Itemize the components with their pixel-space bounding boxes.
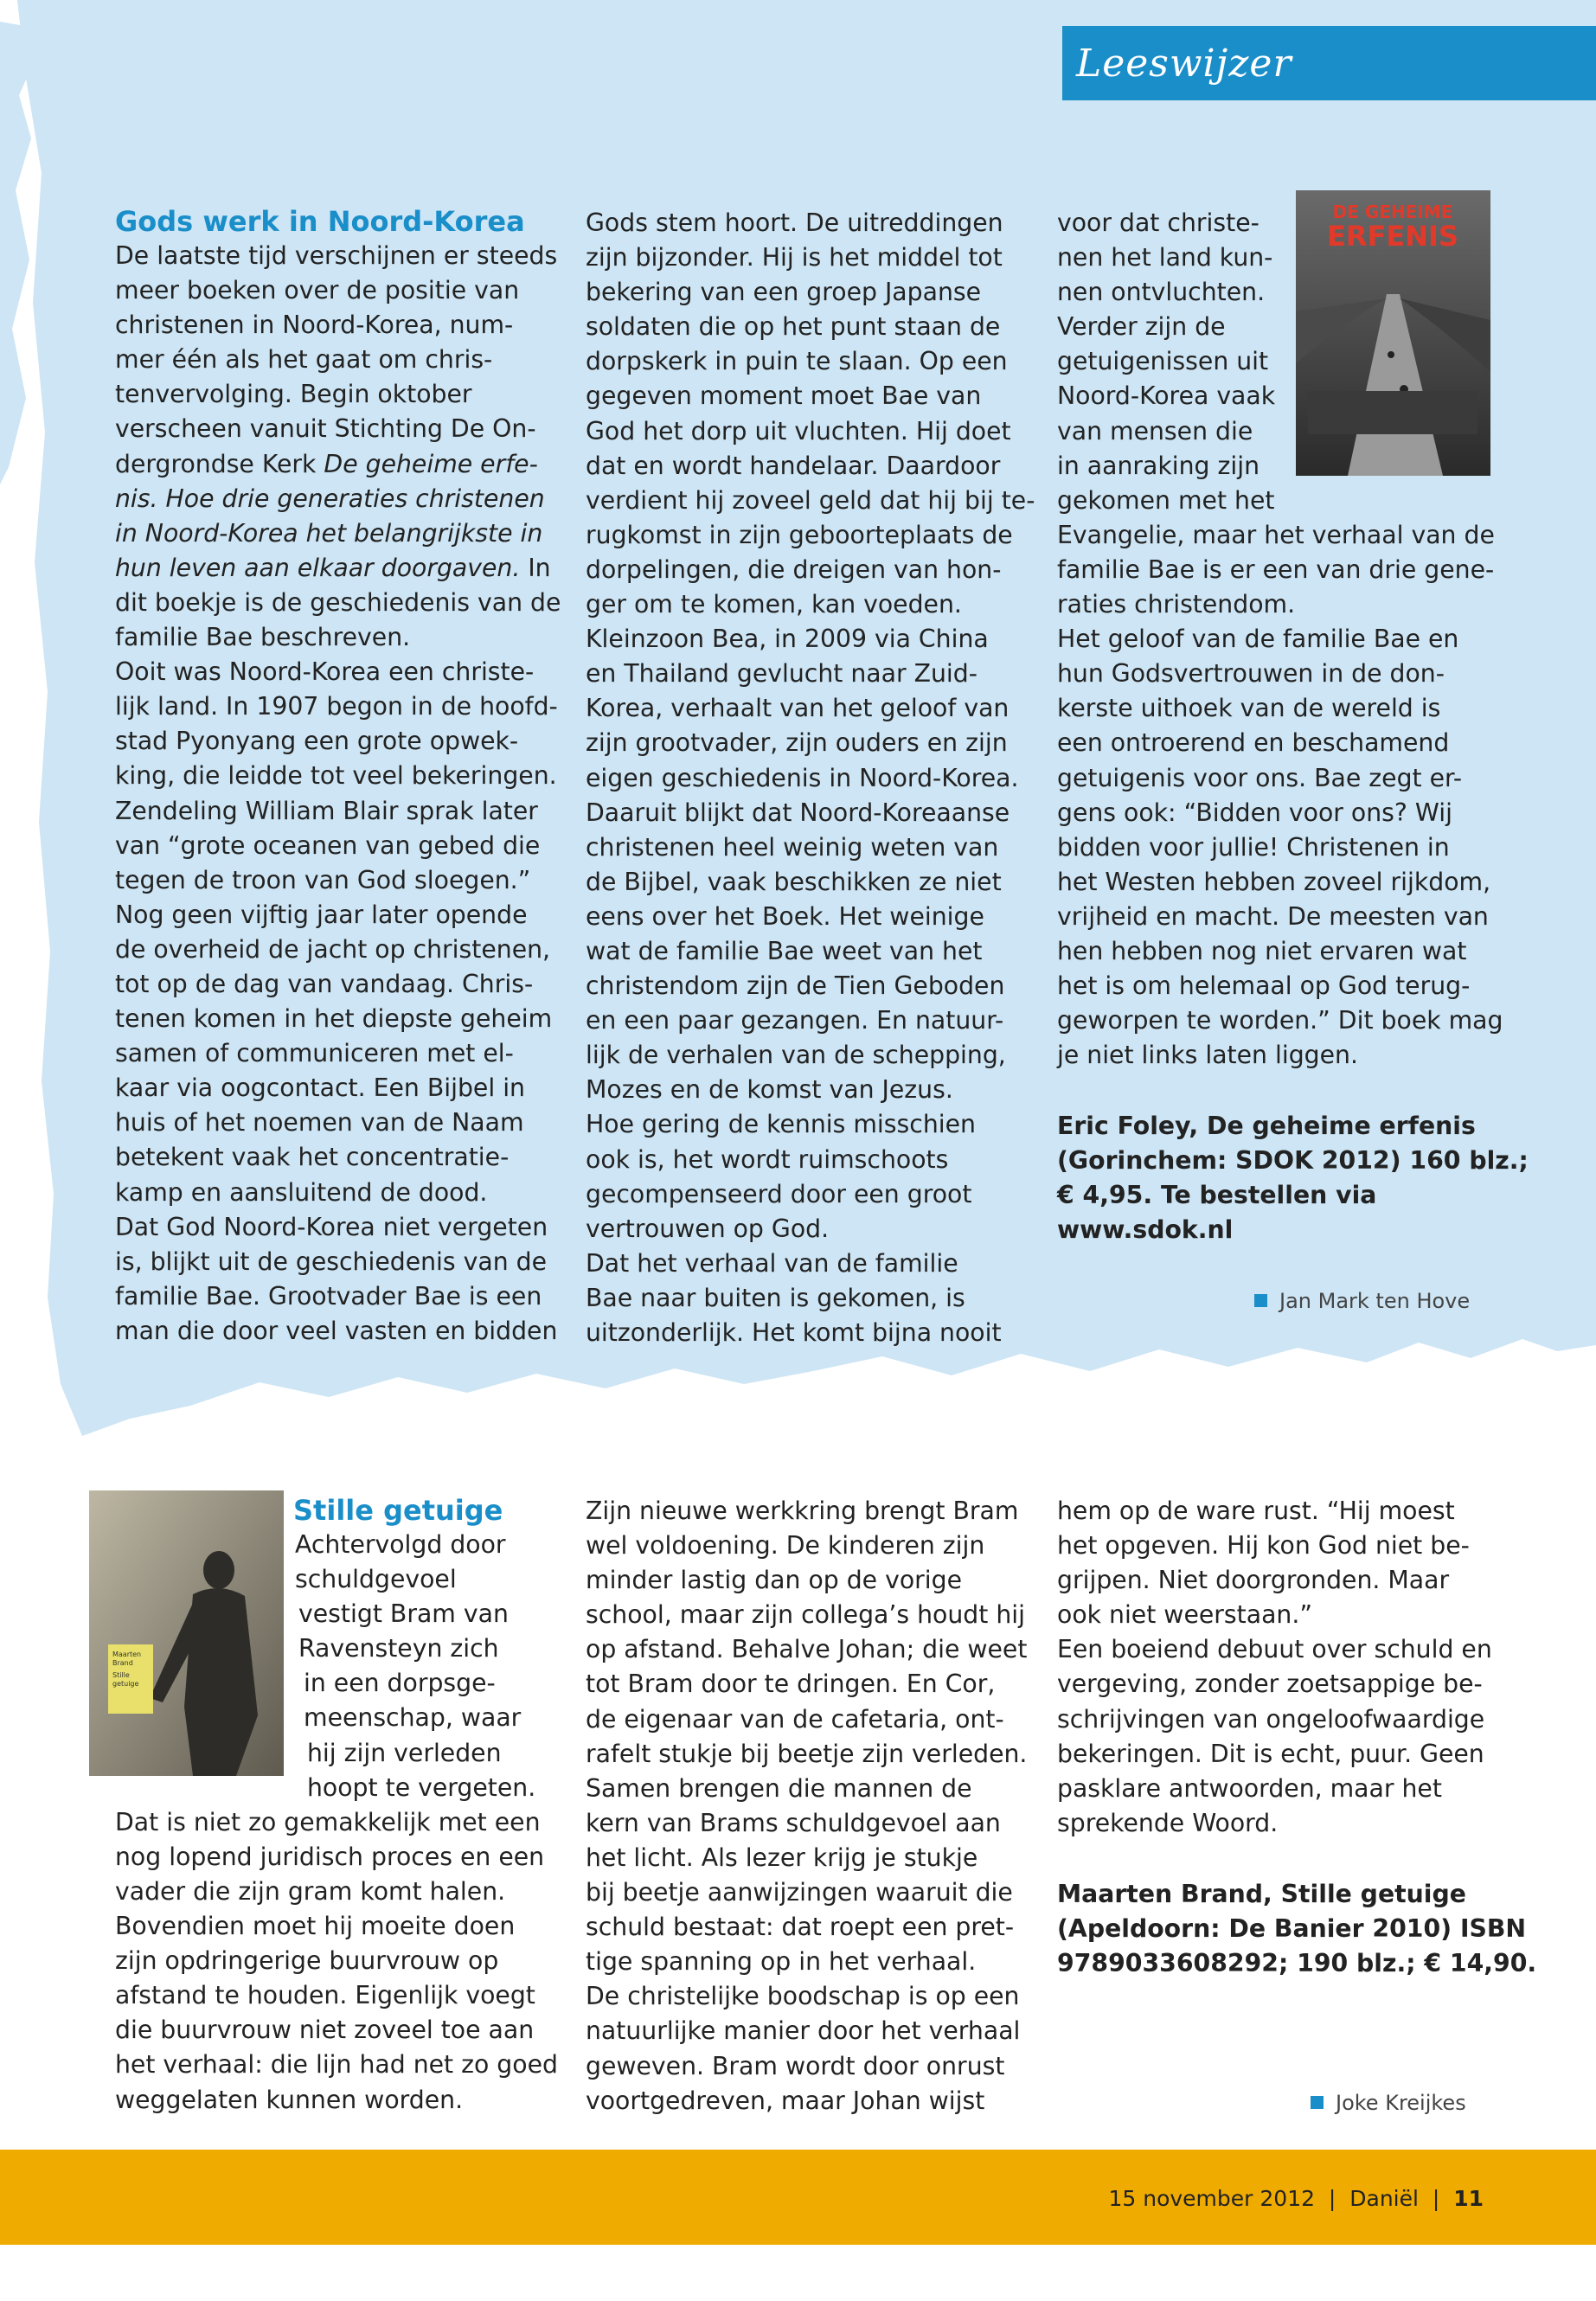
text-line: en een paar gezangen. En natuur- [586, 1006, 1004, 1035]
text-line: tot Bram door te dringen. En Cor, [586, 1670, 996, 1699]
text-line: nen ontvluchten. [1057, 278, 1266, 307]
text-line: de eigenaar van de cafetaria, ont- [586, 1704, 1004, 1734]
book-title-italic: in Noord-Korea het belangrijkste in [115, 518, 543, 548]
review1-author [1254, 1289, 1470, 1313]
text-line: zijn grootvader, zijn ouders en zijn [586, 728, 1008, 758]
credit-line: (Gorinchem: SDOK 2012) 160 blz.; [1057, 1146, 1529, 1176]
text-line: pasklare antwoorden, maar het [1057, 1773, 1442, 1803]
text-line: Zendeling William Blair sprak later [115, 796, 538, 825]
text-line: getuigenissen uit [1057, 347, 1269, 376]
text-line: tot op de dag van vandaag. Chris- [115, 969, 534, 998]
text-line: Dat het verhaal van de familie [586, 1248, 958, 1278]
text-line: bidden voor jullie! Christenen in [1057, 832, 1450, 862]
text-line: Dat is niet zo gemakkelijk met een [115, 1807, 541, 1836]
text-line: nog lopend juridisch proces en een [115, 1842, 545, 1871]
text-line: kamp en aansluitend de dood. [115, 1177, 488, 1207]
text-line: soldaten die op het punt staan de [586, 312, 1001, 342]
text-line: van mensen die [1057, 416, 1253, 445]
text-line: tegen de troon van God sloegen.” [115, 865, 531, 894]
text-line: kaar via oogcontact. Een Bijbel in [115, 1074, 525, 1103]
text-line: meenschap, waar [304, 1703, 522, 1733]
text-line: hem op de ware rust. “Hij moest [1057, 1497, 1455, 1525]
credit-line: (Apeldoorn: De Banier 2010) ISBN [1057, 1914, 1527, 1944]
text-line: dorpskerk in puin te slaan. Op een [586, 347, 1008, 376]
text-line: familie Bae beschreven. [115, 623, 411, 652]
text-line: in aanraking zijn [1057, 451, 1260, 480]
text-line: bekering van een groep Japanse [586, 278, 982, 307]
text-line: dat en wordt handelaar. Daardoor [586, 451, 1001, 480]
book2-cover-author2: Brand [112, 1659, 133, 1667]
review1-title: Gods werk in Noord-Korea [115, 205, 525, 238]
text-line: eigen geschiedenis in Noord-Korea. [586, 763, 1019, 792]
text-line: schuldgevoel [295, 1565, 457, 1594]
footer-separator: | [1328, 2186, 1336, 2211]
text-line: vader die zijn gram komt halen. [115, 1876, 506, 1906]
text-line: ook niet weerstaan.” [1057, 1600, 1313, 1630]
footer-magazine: Daniël [1349, 2186, 1419, 2211]
text-line: huis of het noemen van de Naam [115, 1108, 524, 1138]
text-line: king, die leidde tot veel bekeringen. [115, 761, 557, 791]
book2-cover-author1: Maarten [112, 1650, 142, 1658]
review2-column3 [1057, 1494, 1524, 1841]
text-line: mer één als het gaat om chris- [115, 345, 493, 375]
review2-column2 [586, 1494, 1035, 2118]
text-line: minder lastig dan op de vorige [586, 1566, 963, 1595]
text-line: school, maar zijn collega’s houdt hij [586, 1600, 1026, 1630]
text-line: De laatste tijd verschijnen er steeds [115, 241, 558, 270]
text-line: Korea, verhaalt van het geloof van [586, 694, 1010, 723]
text-line: geweven. Bram wordt door onrust [586, 2051, 1005, 2080]
text-line: vertrouwen op God. [586, 1214, 830, 1243]
text-line: gecompenseerd door een groot [586, 1179, 972, 1208]
text-line: de Bijbel, vaak beschikken ze niet [586, 867, 1002, 896]
text-line: geworpen te worden.” Dit boek mag [1057, 1006, 1503, 1035]
text-line: eens over het Boek. Het weinige [586, 901, 984, 931]
text-line: verdient hij zoveel geld dat hij bij te- [586, 485, 1035, 515]
text-line: Bovendien moet hij moeite doen [115, 1912, 516, 1941]
credit-line: 9789033608292; 190 blz.; € 14,90. [1057, 1949, 1537, 1978]
text-line: gekomen met het [1057, 485, 1275, 515]
text-line: ger om te komen, kan voeden. [586, 590, 962, 619]
text-line: wel voldoening. De kinderen zijn [586, 1531, 985, 1561]
text-line: Nog geen vijftig jaar later opende [115, 900, 528, 929]
text-line: het is om helemaal op God terug- [1057, 971, 1471, 1001]
author-square-icon [1254, 1294, 1267, 1307]
review2-credit [1057, 1877, 1542, 1981]
book-title-italic: De geheime erfe- [324, 449, 538, 478]
text-line: wat de familie Bae weet van het [586, 936, 983, 965]
text-line: Evangelie, maar het verhaal van de [1057, 520, 1495, 549]
text-line: christenen heel weinig weten van [586, 832, 999, 862]
text-line: familie Bae is er een van drie gene- [1057, 554, 1495, 584]
text-line: vergeving, zonder zoetsappige be- [1057, 1670, 1483, 1699]
text-line: zijn bijzonder. Hij is het middel tot [586, 243, 1003, 272]
text-line: kern van Brams schuldgevoel aan [586, 1808, 1001, 1837]
text-line: bekeringen. Dit is echt, puur. Geen [1057, 1739, 1484, 1768]
text-line: raties christendom. [1057, 590, 1296, 619]
text-line: lijk land. In 1907 begon in de hoofd- [115, 692, 558, 721]
text-line: getuigenis voor ons. Bae zegt er- [1057, 763, 1463, 792]
text-line: die buurvrouw niet zoveel toe aan [115, 2016, 535, 2045]
text-line: familie Bae. Grootvader Bae is een [115, 1281, 542, 1311]
text-line: voor dat christe- [1057, 208, 1259, 237]
review2-author [1311, 2091, 1466, 2115]
text-line: christendom zijn de Tien Geboden [586, 971, 1005, 1001]
text-line: kerste uithoek van de wereld is [1057, 694, 1441, 723]
text-line: Een boeiend debuut over schuld en [1057, 1635, 1492, 1664]
text-line: meer boeken over de positie van [115, 276, 520, 305]
text-line: hoopt te vergeten. [307, 1772, 536, 1802]
text-line: christenen in Noord-Korea, num- [115, 311, 514, 340]
text-line: De christelijke boodschap is op een [586, 1982, 1020, 2011]
footer-date: 15 november 2012 [1108, 2186, 1316, 2211]
credit-line: Maarten Brand, Stille getuige [1057, 1880, 1466, 1908]
author-name: Jan Mark ten Hove [1279, 1289, 1471, 1313]
text-line: het Westen hebben zoveel rijkdom, [1057, 867, 1491, 896]
page-footer [0, 2150, 1596, 2245]
credit-line: Eric Foley, De geheime erfenis [1057, 1112, 1476, 1140]
text-line: de overheid de jacht op christenen, [115, 934, 551, 964]
text-line: bij beetje aanwijzingen waaruit die [586, 1878, 1013, 1907]
text-line: Mozes en de komst van Jezus. [586, 1075, 953, 1105]
book1-title-line1: DE GEHEIME [1332, 202, 1453, 222]
text-run: In [520, 553, 551, 582]
text-line: Ravensteyn zich [298, 1634, 499, 1663]
author-name: Joke Kreijkes [1336, 2091, 1466, 2115]
text-line: tenen komen in het diepste geheim [115, 1004, 553, 1034]
review1-column1 [115, 204, 565, 1349]
book-title-italic: hun leven aan elkaar doorgaven. [115, 553, 521, 582]
review1-credit [1057, 1109, 1542, 1247]
text-line [115, 516, 565, 551]
text-line: een ontroerend en beschamend [1057, 728, 1450, 758]
text-line: gegeven moment moet Bae van [586, 381, 982, 411]
text-line: tige spanning op in het verhaal. [586, 1947, 977, 1977]
text-line: Kleinzoon Bea, in 2009 via China [586, 625, 989, 654]
text-line [115, 551, 565, 586]
review1-column3 [1057, 206, 1507, 1073]
footer-text [1108, 2186, 1484, 2211]
review2-column1 [115, 1493, 574, 2118]
text-line: op afstand. Behalve Johan; die weet [586, 1635, 1028, 1664]
text-line: Zijn nieuwe werkkring brengt Bram [586, 1497, 1019, 1525]
author-square-icon [1311, 2096, 1324, 2109]
text-line: je niet links laten liggen. [1057, 1041, 1358, 1070]
book2-cover-title2: getuige [112, 1680, 139, 1688]
text-line: in een dorpsge- [304, 1669, 496, 1698]
text-line: uitzonderlijk. Het komt bijna nooit [586, 1318, 1002, 1347]
text-line: rafelt stukje bij beetje zijn verleden. [586, 1739, 1028, 1768]
text-line: zijn opdringerige buurvrouw op [115, 1946, 499, 1976]
text-line: dit boekje is de geschiedenis van de [115, 587, 561, 617]
text-line: gens ook: “Bidden voor ons? Wij [1057, 798, 1452, 827]
book-title-italic: nis. Hoe drie generaties christenen [115, 484, 545, 513]
text-line: Samen brengen die mannen de [586, 1773, 972, 1803]
text-line [115, 482, 565, 516]
text-line: Daaruit blijkt dat Noord-Koreaanse [586, 798, 1010, 827]
text-line: Bae naar buiten is gekomen, is [586, 1283, 965, 1312]
text-line: nen het land kun- [1057, 243, 1273, 272]
page-number: 11 [1453, 2186, 1484, 2211]
text-line: sprekende Woord. [1057, 1808, 1279, 1837]
text-line: grijpen. Niet doorgronden. Maar [1057, 1566, 1450, 1595]
text-line: dorpelingen, die dreigen van hon- [586, 554, 1002, 584]
text-line: hen hebben nog niet ervaren wat [1057, 936, 1467, 965]
text-line [115, 447, 565, 482]
text-line: Noord-Korea vaak [1057, 381, 1276, 411]
text-line: hij zijn verleden [307, 1738, 502, 1767]
footer-separator: | [1432, 2186, 1440, 2211]
text-line: Gods stem hoort. De uitreddingen [586, 208, 1003, 237]
text-line: natuurlijke manier door het verhaal [586, 2016, 1021, 2046]
review1-column2 [586, 206, 1035, 1350]
text-line: vrijheid en macht. De meesten van [1057, 901, 1489, 931]
text-run: dergrondse Kerk [115, 449, 324, 478]
text-line: tenvervolging. Begin oktober [115, 380, 472, 409]
text-line: samen of communiceren met el- [115, 1039, 514, 1068]
text-line: het licht. Als lezer krijg je stukje [586, 1843, 978, 1872]
text-line: lijk de verhalen van de schepping, [586, 1041, 1006, 1070]
text-line: verscheen vanuit Stichting De On- [115, 414, 536, 444]
text-line: rugkomst in zijn geboorteplaats de [586, 520, 1013, 549]
book1-title-line2: ERFENIS [1327, 220, 1458, 253]
text-line: God het dorp uit vluchten. Hij doet [586, 416, 1011, 445]
section-tab [1062, 26, 1596, 100]
text-line: hun Godsvertrouwen in de don- [1057, 659, 1445, 689]
text-line: Dat God Noord-Korea niet vergeten [115, 1212, 548, 1241]
text-line: betekent vaak het concentratie- [115, 1143, 510, 1172]
text-line: het opgeven. Hij kon God niet be- [1057, 1531, 1470, 1561]
credit-line: € 4,95. Te bestellen via www.sdok.nl [1057, 1181, 1377, 1245]
text-line: en Thailand gevlucht naar Zuid- [586, 659, 977, 689]
text-line: Ooit was Noord-Korea een christe- [115, 657, 535, 687]
text-line: van “grote oceanen van gebed die [115, 830, 541, 860]
text-line: Achtervolgd door [295, 1530, 506, 1559]
text-line: Het geloof van de familie Bae en [1057, 625, 1459, 654]
text-line: ook is, het wordt ruimschoots [586, 1144, 949, 1174]
text-line: het verhaal: die lijn had net zo goed [115, 2050, 558, 2080]
text-line: afstand te houden. Eigenlijk voegt [115, 1981, 535, 2010]
text-line: weggelaten kunnen worden. [115, 2085, 464, 2114]
text-line: voortgedreven, maar Johan wijst [586, 2086, 985, 2115]
text-line: vestigt Bram van [298, 1599, 509, 1629]
text-line: is, blijkt uit de geschiedenis van de [115, 1247, 548, 1276]
text-line: Verder zijn de [1057, 312, 1226, 342]
text-line: schuld bestaat: dat roept een pret- [586, 1913, 1015, 1942]
review2-title: Stille getuige [293, 1494, 503, 1527]
text-line: Hoe gering de kennis misschien [586, 1110, 976, 1139]
book2-cover-title1: Stille [112, 1671, 130, 1679]
section-tab-label: Leeswijzer [1076, 42, 1292, 86]
text-line: schrijvingen van ongeloofwaardige [1057, 1704, 1485, 1734]
text-line: stad Pyonyang een grote opwek- [115, 727, 519, 756]
text-line: man die door veel vasten en bidden [115, 1316, 558, 1345]
